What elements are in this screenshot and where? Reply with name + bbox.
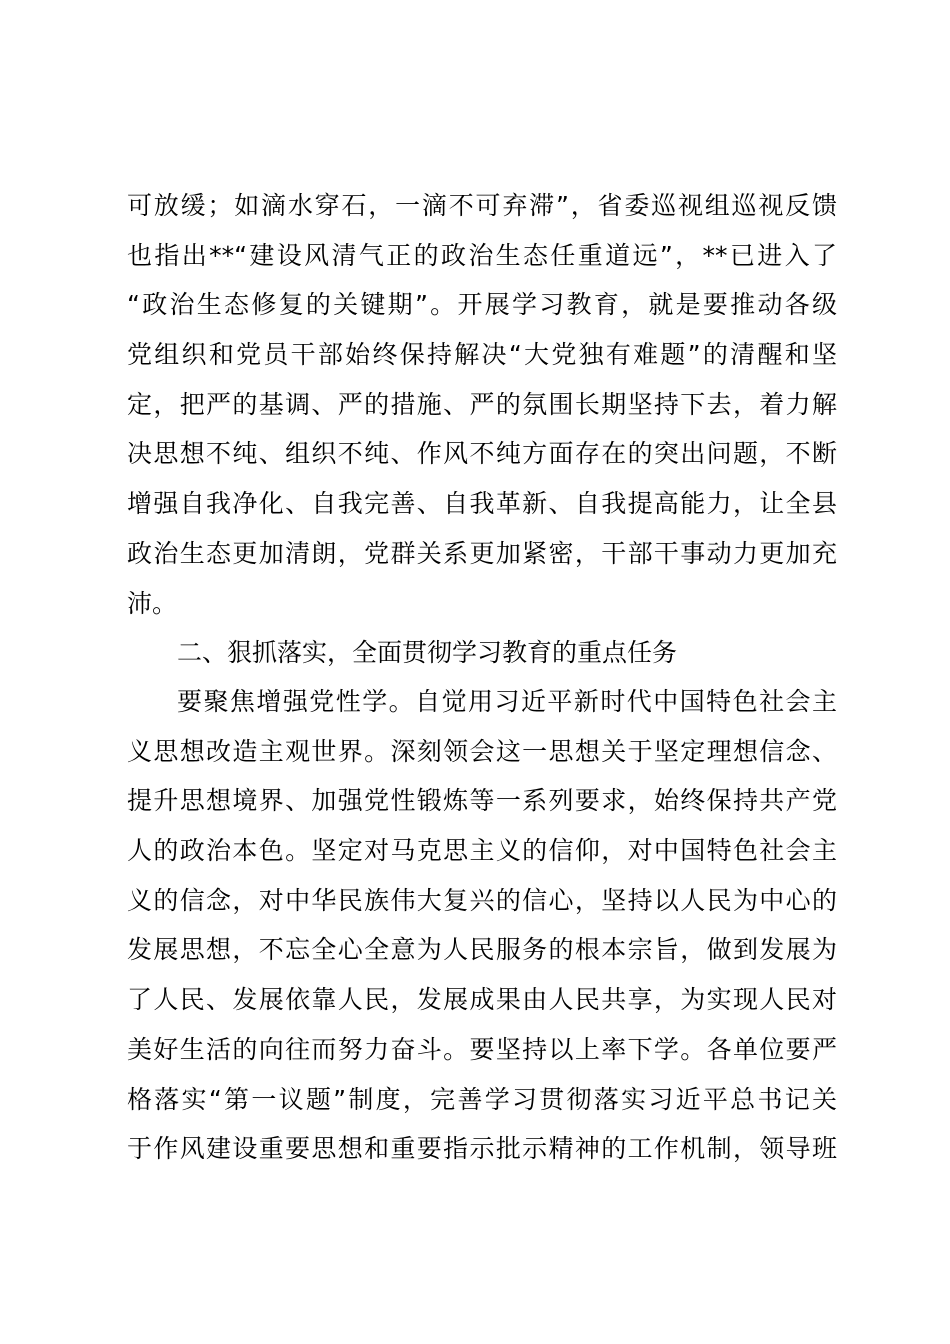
- paragraph-line: 美好生活的向往而努力奋斗。要坚持以上率下学。各单位要严: [127, 1034, 837, 1064]
- paragraph-line: 政治生态更加清朗，党群关系更加紧密，干部干事动力更加充: [127, 538, 837, 568]
- paragraph-line: 义思想改造主观世界。深刻领会这一思想关于坚定理想信念、: [127, 736, 837, 766]
- section-heading: [127, 628, 837, 678]
- paragraph-line: 可放缓；如滴水穿石，一滴不可弃滞”，省委巡视组巡视反馈: [127, 191, 837, 220]
- heading-text: 二、狠抓落实，全面贯彻学习教育的重点任务: [177, 638, 678, 667]
- paragraph-line: 提升思想境界、加强党性锻炼等一系列要求，始终保持共产党: [127, 786, 837, 816]
- paragraph-2: [127, 677, 837, 1174]
- paragraph-line: 要聚焦增强党性学。自觉用习近平新时代中国特色社会主: [177, 687, 837, 716]
- paragraph-line: “政治生态修复的关键期”。开展学习教育，就是要推动各级: [127, 290, 837, 320]
- paragraph-line: 人的政治本色。坚定对马克思主义的信仰，对中国特色社会主: [127, 836, 837, 866]
- paragraph-line: 也指出**“建设风清气正的政治生态任重道远”，**已进入了: [127, 240, 837, 270]
- paragraph-line: 决思想不纯、组织不纯、作风不纯方面存在的突出问题，不断: [127, 439, 837, 469]
- paragraph-line: 党组织和党员干部始终保持解决“大党独有难题”的清醒和坚: [127, 340, 837, 370]
- paragraph-line: 义的信念，对中华民族伟大复兴的信心，坚持以人民为中心的: [127, 885, 837, 915]
- paragraph-line: 了人民、发展依靠人民，发展成果由人民共享，为实现人民对: [127, 985, 837, 1015]
- paragraph-line: 于作风建设重要思想和重要指示批示精神的工作机制，领导班: [127, 1134, 837, 1164]
- paragraph-line: 增强自我净化、自我完善、自我革新、自我提高能力，让全县: [127, 489, 837, 519]
- paragraph-line: 沛。: [127, 588, 178, 618]
- paragraph-line: 定，把严的基调、严的措施、严的氛围长期坚持下去，着力解: [127, 389, 837, 419]
- paragraph-1: [127, 181, 837, 628]
- paragraph-line: 发展思想，不忘全心全意为人民服务的根本宗旨，做到发展为: [127, 935, 837, 965]
- paragraph-line: 格落实“第一议题”制度，完善学习贯彻落实习近平总书记关: [127, 1084, 837, 1114]
